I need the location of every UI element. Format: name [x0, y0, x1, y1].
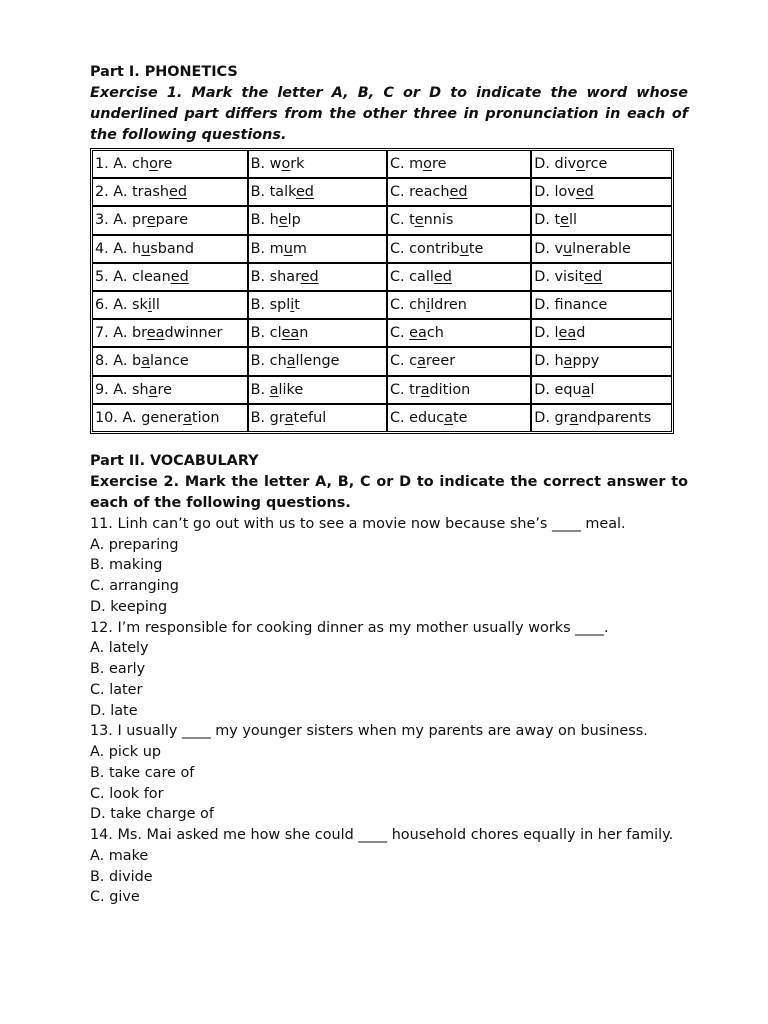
answer-option: C. give: [90, 889, 140, 906]
phonetics-option: 8. A. balance: [92, 347, 248, 375]
phonetics-option: 6. A. skill: [92, 291, 248, 319]
phonetics-option: B. talked: [248, 178, 387, 206]
answer-option: C. look for: [90, 785, 164, 802]
answer-option: B. early: [90, 661, 146, 678]
phonetics-option: C. tradition: [387, 376, 531, 404]
phonetics-option: 5. A. cleaned: [92, 263, 248, 291]
underlined-part: a: [286, 353, 296, 370]
phonetics-row: [92, 347, 672, 375]
phonetics-row: [92, 150, 672, 178]
underlined-part: i: [147, 297, 152, 314]
phonetics-row: [92, 291, 672, 319]
phonetics-option: C. children: [387, 291, 531, 319]
phonetics-option: D. fnance: [531, 291, 672, 319]
underlined-part: a: [444, 409, 453, 426]
question-text: 14. Ms. Mai asked me how she could ____ household chores equally in her family.: [90, 827, 674, 844]
underlined-part: i: [290, 297, 295, 314]
phonetics-option: D. lead: [531, 319, 672, 347]
question-list: [90, 514, 688, 908]
phonetics-table: [90, 148, 674, 434]
phonetics-option: D. vulnerable: [531, 235, 672, 263]
underlined-part: ea: [558, 325, 577, 342]
phonetics-option: B. grateful: [248, 404, 387, 432]
worksheet: [90, 62, 688, 908]
answer-option: B. making: [90, 557, 163, 574]
phonetics-option: B. split: [248, 291, 387, 319]
phonetics-row: [92, 178, 672, 206]
underlined-part: a: [420, 381, 430, 398]
underlined-part: e: [146, 212, 156, 229]
exercise2-instruction: Exercise 2. Mark the letter A, B, C or D to indicate the correct answer to each of the following questions.: [90, 473, 688, 511]
phonetics-option: C. career: [387, 347, 531, 375]
phonetics-option: D. loved: [531, 178, 672, 206]
exercise1-instruction: Exercise 1. Mark the letter A, B, C or D to indicate the word whose underlined part differs from the other three in pronunciation in each of the following questions.: [90, 85, 688, 143]
underlined-part: ed: [575, 184, 594, 201]
underlined-part: u: [283, 240, 293, 257]
phonetics-option: D. equal: [531, 376, 672, 404]
underlined-part: a: [183, 409, 192, 426]
underlined-part: ed: [449, 184, 468, 201]
phonetics-option: B. clean: [248, 319, 387, 347]
answer-option: B. take care of: [90, 764, 195, 781]
underlined-part: e: [278, 212, 288, 229]
phonetics-row: [92, 206, 672, 234]
phonetics-row: [92, 376, 672, 404]
phonetics-option: B. help: [248, 206, 387, 234]
answer-option: A. make: [90, 847, 149, 864]
phonetics-option: 9. A. share: [92, 376, 248, 404]
underlined-part: o: [149, 156, 158, 173]
underlined-part: a: [563, 353, 573, 370]
underlined-part: ea: [281, 325, 300, 342]
answer-option: A. preparing: [90, 536, 179, 553]
phonetics-option: C. educate: [387, 404, 531, 432]
underlined-part: ed: [584, 268, 603, 285]
underlined-part: ed: [300, 268, 319, 285]
phonetics-option: 1. A. chore: [92, 150, 248, 178]
phonetics-option: C. contribute: [387, 235, 531, 263]
phonetics-option: C. reached: [387, 178, 531, 206]
answer-option: C. arranging: [90, 578, 179, 595]
phonetics-option: B. challenge: [248, 347, 387, 375]
underlined-part: ed: [170, 268, 189, 285]
phonetics-option: 2. A. trashed: [92, 178, 248, 206]
answer-option: D. take charge of: [90, 806, 214, 823]
part1-title: Part I. PHONETICS: [90, 64, 238, 80]
phonetics-option: B. shared: [248, 263, 387, 291]
answer-option: A. pick up: [90, 744, 161, 761]
underlined-part: ea: [146, 325, 165, 342]
underlined-part: e: [560, 212, 569, 229]
phonetics-option: 7. A. breadwinner: [92, 319, 248, 347]
phonetics-option: D. visited: [531, 263, 672, 291]
phonetics-option: 3. A. prepare: [92, 206, 248, 234]
underlined-part: o: [423, 156, 432, 173]
underlined-part: a: [417, 353, 426, 370]
phonetics-option: B. mum: [248, 235, 387, 263]
answer-option: D. late: [90, 702, 138, 719]
phonetics-option: D. tell: [531, 206, 672, 234]
underlined-part: ed: [169, 184, 188, 201]
phonetics-row: [92, 263, 672, 291]
phonetics-option: D. grandparents: [531, 404, 672, 432]
underlined-part: a: [269, 381, 279, 398]
phonetics-row: [92, 235, 672, 263]
answer-option: B. divide: [90, 868, 153, 885]
phonetics-option: D. divorce: [531, 150, 672, 178]
underlined-part: e: [414, 212, 424, 229]
underlined-part: ed: [295, 184, 314, 201]
phonetics-option: B. alike: [248, 376, 387, 404]
answer-option: D. keeping: [90, 598, 168, 615]
underlined-part: u: [563, 240, 573, 257]
underlined-part: ea: [409, 325, 427, 342]
underlined-part: a: [284, 409, 294, 426]
answer-option: C. later: [90, 681, 143, 698]
underlined-part: a: [148, 381, 158, 398]
underlined-part: i: [426, 297, 431, 314]
phonetics-option: C. more: [387, 150, 531, 178]
underlined-part: o: [281, 156, 291, 173]
underlined-part: a: [141, 353, 151, 370]
phonetics-option: C. called: [387, 263, 531, 291]
underlined-part: o: [576, 156, 585, 173]
underlined-part: a: [581, 381, 591, 398]
phonetics-option: C. tennis: [387, 206, 531, 234]
question-text: 13. I usually ____ my younger sisters when my parents are away on business.: [90, 723, 648, 740]
underlined-part: ed: [433, 268, 452, 285]
underlined-part: u: [141, 240, 151, 257]
phonetics-option: 10. A. generation: [92, 404, 248, 432]
phonetics-row: [92, 404, 672, 432]
phonetics-option: 4. A. husband: [92, 235, 248, 263]
answer-option: A. lately: [90, 640, 149, 657]
phonetics-option: B. work: [248, 150, 387, 178]
question-text: 11. Linh can’t go out with us to see a movie now because she’s ____ meal.: [90, 515, 626, 532]
question-text: 12. I’m responsible for cooking dinner as my mother usually works ____.: [90, 619, 609, 636]
phonetics-row: [92, 319, 672, 347]
part2-title: Part II. VOCABULARY: [90, 452, 259, 469]
phonetics-option: D. happy: [531, 347, 672, 375]
phonetics-option: C. each: [387, 319, 531, 347]
underlined-part: u: [459, 240, 469, 257]
underlined-part: a: [569, 409, 579, 426]
